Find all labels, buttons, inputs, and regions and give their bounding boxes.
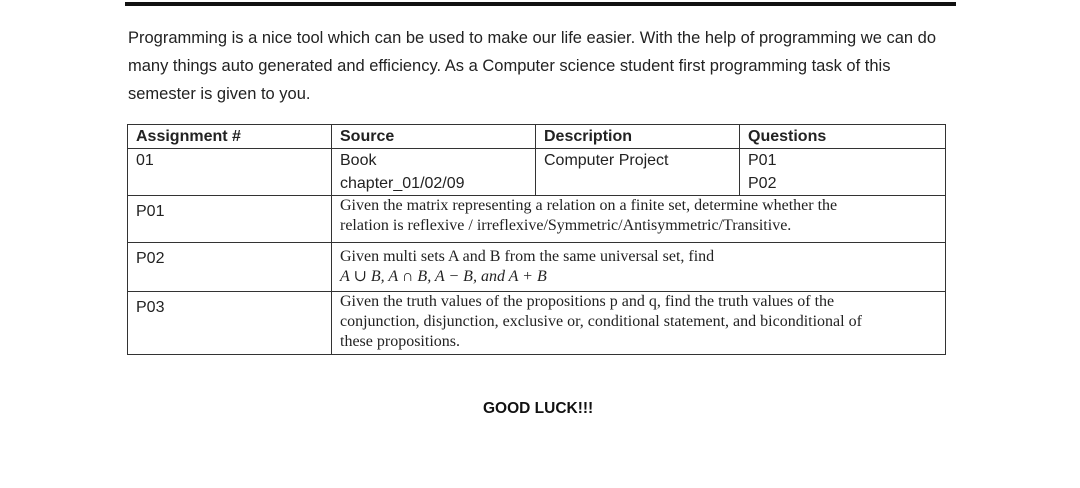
questions-cell xyxy=(740,149,946,196)
top-rule xyxy=(125,2,956,6)
problem-id: P03 xyxy=(128,292,332,355)
question-1: P01 xyxy=(748,152,777,169)
intro-paragraph: Programming is a nice tool which can be used to make our life easier. With the help of programming we can do many things auto generated and efficiency. As a Computer science student first programming task of this semester is given to you. xyxy=(128,29,936,103)
problem-description xyxy=(332,196,946,243)
header-description: Description xyxy=(536,125,740,149)
closing-text: GOOD LUCK!!! xyxy=(483,400,594,417)
source-cell xyxy=(332,149,536,196)
problem-line: A ∪ B, A ∩ B, A − B, and A + B xyxy=(340,268,547,285)
problem-line: conjunction, disjunction, exclusive or, conditional statement, and biconditional of xyxy=(340,313,862,330)
problem-id: P02 xyxy=(128,243,332,292)
table-row xyxy=(128,292,946,355)
table-row xyxy=(128,196,946,243)
problem-line: Given multi sets A and B from the same universal set, find xyxy=(340,248,715,265)
problem-line: Given the truth values of the propositions p and q, find the truth values of the xyxy=(340,293,835,310)
header-assignment: Assignment # xyxy=(128,125,332,149)
table-row xyxy=(128,243,946,292)
problem-description xyxy=(332,292,946,355)
source-line-2: chapter_01/02/09 xyxy=(340,175,465,192)
description-cell: Computer Project xyxy=(536,149,740,196)
assignment-number: 01 xyxy=(128,149,332,196)
table-row xyxy=(128,149,946,196)
header-source: Source xyxy=(332,125,536,149)
assignment-table xyxy=(127,124,946,355)
problem-id: P01 xyxy=(128,196,332,243)
question-2: P02 xyxy=(748,175,777,192)
header-questions: Questions xyxy=(740,125,946,149)
problem-line: relation is reflexive / irreflexive/Symmetric/Antisymmetric/Transitive. xyxy=(340,217,792,234)
problem-line: these propositions. xyxy=(340,333,460,350)
table-header-row xyxy=(128,125,946,149)
problem-line: Given the matrix representing a relation on a finite set, determine whether the xyxy=(340,197,838,214)
source-line-1: Book xyxy=(340,152,377,169)
problem-description xyxy=(332,243,946,292)
